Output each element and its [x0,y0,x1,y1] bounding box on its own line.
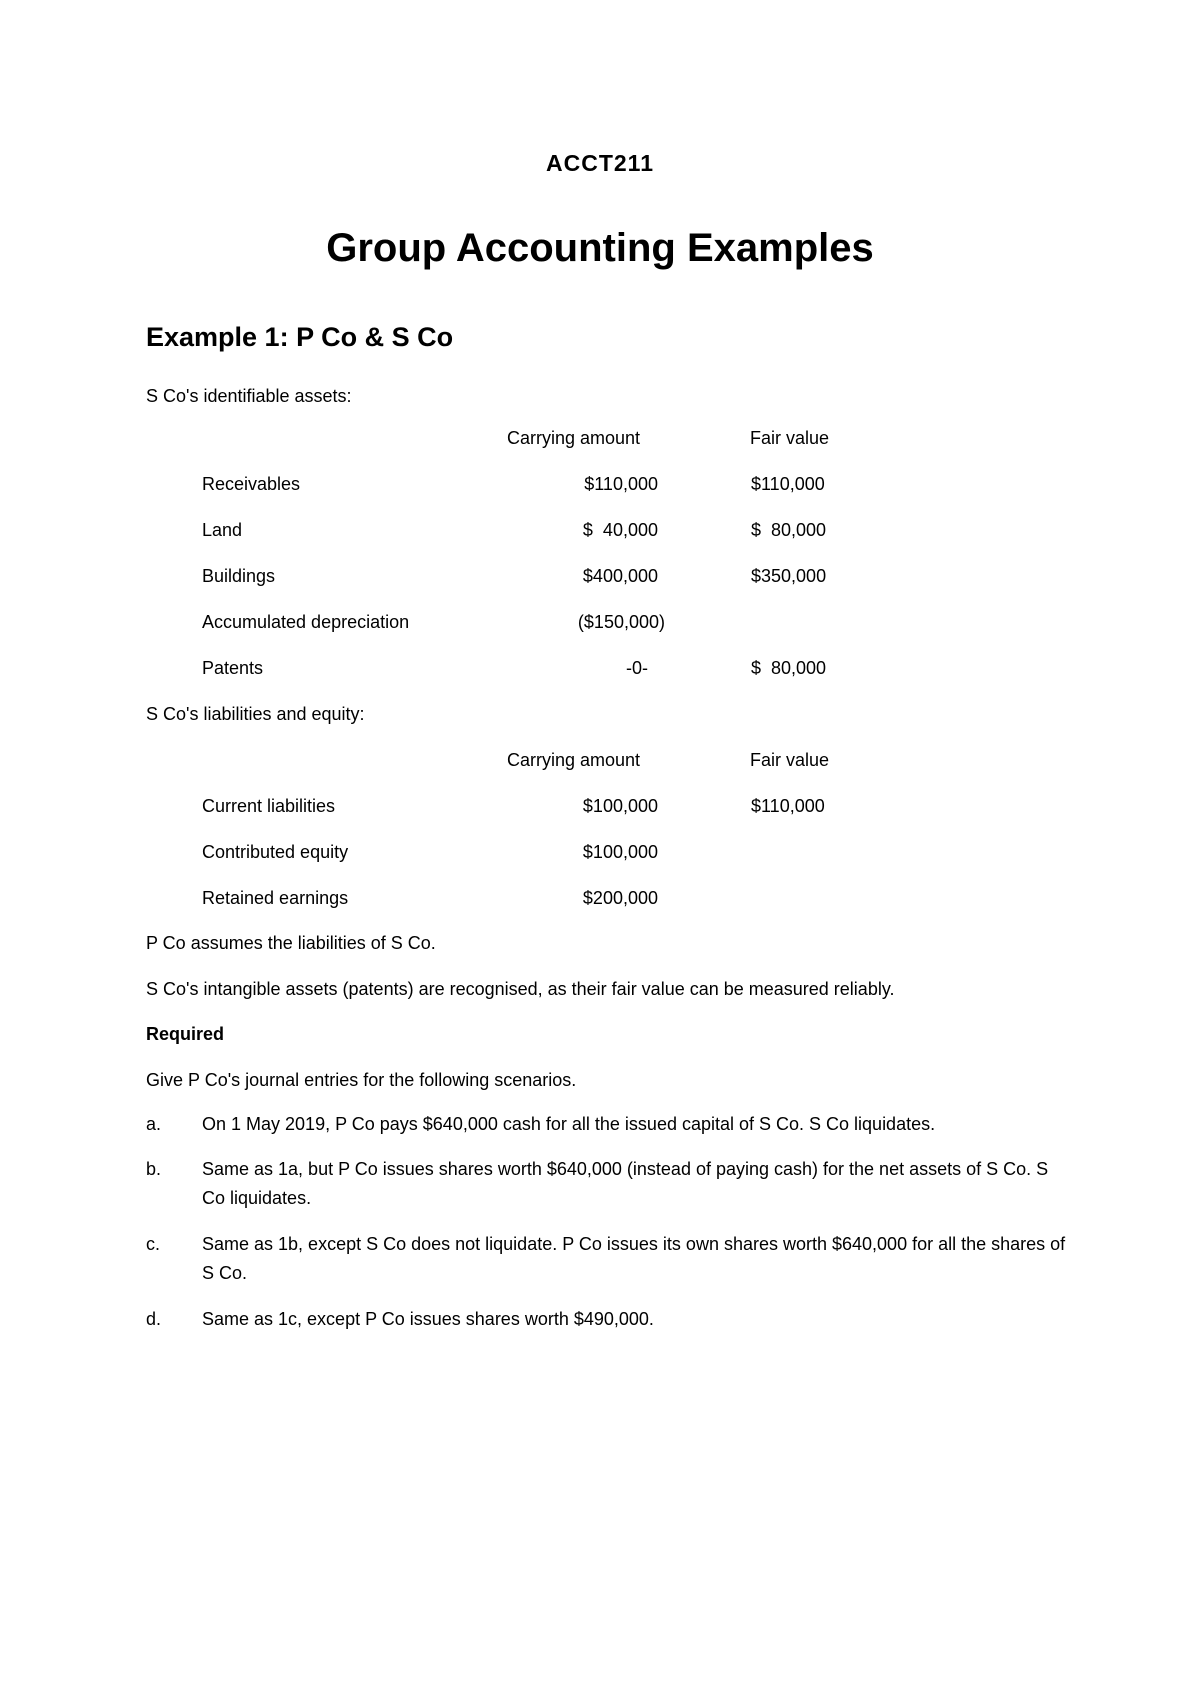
table-row [0,796,1200,822]
row-carrying: $ 40,000 [582,520,658,540]
row-fair: $350,000 [751,566,827,586]
instruction-text: Give P Co's journal entries for the following scenarios. [146,1070,577,1090]
required-label: Required [146,1024,225,1044]
item-text: Same as 1a, but P Co issues shares worth $640,000 (instead of paying cash) for the net assets of S Co. S Co liquidates. [202,1159,1049,1208]
liabilities-intro: S Co's liabilities and equity: [146,704,365,724]
table-row [0,842,1200,868]
table-row [0,658,1200,684]
row-label: Receivables [202,474,301,494]
item-text: Same as 1b, except S Co does not liquidate. P Co issues its own shares worth $640,000 for all the shares of S Co. [202,1234,1066,1283]
liabilities-table-header [0,750,1200,776]
row-fair: $ 80,000 [751,520,827,540]
header-fair-value: Fair value [750,428,830,448]
item-letter: b. [146,1159,162,1179]
item-letter: a. [146,1114,162,1134]
table-row [0,612,1200,638]
row-label: Patents [202,658,264,678]
row-label: Accumulated depreciation [202,612,410,632]
row-carrying: $200,000 [582,888,658,908]
course-code: ACCT211 [546,150,654,176]
row-carrying: $110,000 [584,474,658,494]
document-title: Group Accounting Examples [326,226,874,270]
assets-table-header [0,428,1200,454]
note-liabilities: P Co assumes the liabilities of S Co. [146,933,436,953]
example-heading: Example 1: P Co & S Co [146,322,454,352]
row-label: Current liabilities [202,796,336,816]
row-carrying: $100,000 [582,796,658,816]
row-fair: $110,000 [751,474,825,494]
row-label: Buildings [202,566,276,586]
row-carrying: $100,000 [582,842,658,862]
assets-intro: S Co's identifiable assets: [146,386,352,406]
item-text: On 1 May 2019, P Co pays $640,000 cash for all the issued capital of S Co. S Co liquidates. [202,1114,936,1134]
note-intangibles: S Co's intangible assets (patents) are recognised, as their fair value can be measured reliably. [146,979,895,999]
row-label: Retained earnings [202,888,349,908]
row-label: Contributed equity [202,842,349,862]
table-row [0,566,1200,592]
table-row [0,474,1200,500]
row-carrying: -0- [626,658,648,678]
item-letter: d. [146,1309,162,1329]
row-carrying: $400,000 [582,566,658,586]
row-carrying: ($150,000) [577,612,665,632]
row-fair: $ 80,000 [751,658,827,678]
table-row [0,520,1200,546]
header-carrying-amount: Carrying amount [507,750,641,770]
table-row [0,888,1200,914]
item-text: Same as 1c, except P Co issues shares worth $490,000. [202,1309,654,1329]
header-fair-value: Fair value [750,750,830,770]
item-letter: c. [146,1234,161,1254]
row-label: Land [202,520,243,540]
header-carrying-amount: Carrying amount [507,428,641,448]
row-fair: $110,000 [751,796,825,816]
